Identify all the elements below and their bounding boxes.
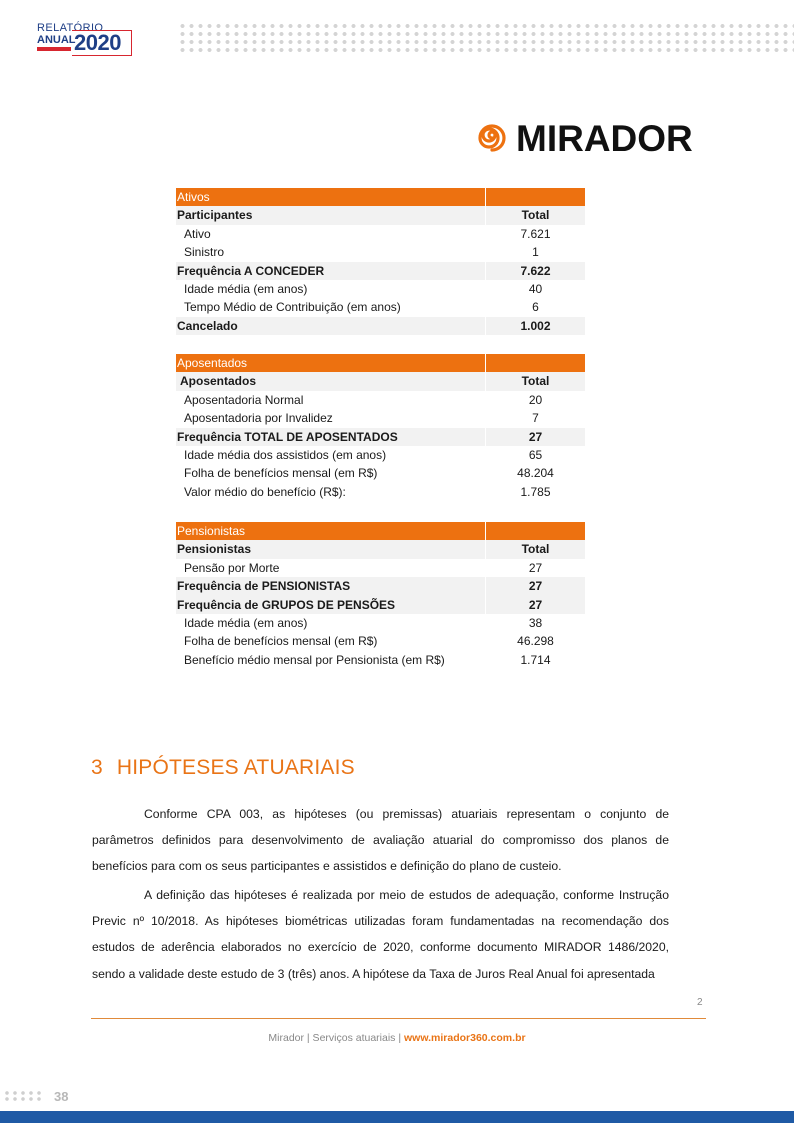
page-number: 38 [54, 1089, 69, 1104]
row-value: 27 [528, 597, 543, 612]
table-row [176, 262, 585, 280]
row-value: 27 [528, 560, 543, 575]
row-value: 1.785 [520, 484, 551, 499]
row-value: 7 [532, 411, 539, 426]
row-value: Total [521, 542, 550, 557]
table-row [176, 632, 585, 650]
row-value: 27 [528, 429, 543, 444]
section-title: HIPÓTESES ATUARIAIS [116, 756, 355, 779]
spiral-icon [474, 120, 510, 156]
paragraph [92, 882, 669, 987]
table-title: Aposentados [177, 356, 248, 370]
table-row [176, 651, 585, 669]
table-header [176, 188, 585, 206]
row-value: 1 [532, 245, 539, 260]
paragraph-text: Conforme CPA 003, as hipóteses (ou premissas) atuariais representam o conjunto de parâmetros definidos para desenvolvimento de avaliação atuarial do compromisso dos planos de benefícios para com os seus participantes e assistidos e definição do plano de custeio. [92, 807, 669, 874]
row-label: Folha de benefícios mensal (em R$) [184, 634, 378, 649]
table-header [176, 354, 585, 372]
table-row [176, 298, 585, 316]
row-label: Aposentadoria por Invalidez [184, 411, 333, 426]
table-row [176, 391, 585, 409]
table-row [176, 280, 585, 298]
row-label: Idade média (em anos) [184, 281, 308, 296]
row-value: 40 [528, 281, 543, 296]
bottom-bar [0, 1111, 794, 1123]
row-value: 20 [528, 392, 543, 407]
badge-red-bar [37, 47, 71, 51]
row-label: Benefício médio mensal por Pensionista (em R$) [184, 652, 445, 667]
row-label: Valor médio do benefício (R$): [184, 484, 346, 499]
badge-year: 2020 [74, 30, 121, 55]
table-row [176, 559, 585, 577]
row-label: Frequência A CONCEDER [177, 263, 325, 278]
row-label: Aposentadoria Normal [184, 392, 304, 407]
row-value: 7.621 [520, 226, 551, 241]
row-value: 46.298 [517, 634, 554, 649]
footer-text: Mirador | Serviços atuariais | [268, 1032, 404, 1044]
inner-page-number: 2 [697, 997, 703, 1008]
section-number: 3 [91, 756, 103, 779]
table-row [176, 372, 585, 390]
row-label: Idade média dos assistidos (em anos) [184, 447, 387, 462]
row-label: Frequência de GRUPOS DE PENSÕES [177, 597, 396, 612]
table-row [176, 614, 585, 632]
table-row [176, 243, 585, 261]
row-value: 48.204 [517, 466, 554, 481]
row-label: Cancelado [177, 318, 238, 333]
table-header [176, 522, 585, 540]
row-label: Folha de benefícios mensal (em R$) [184, 466, 378, 481]
badge-line2: ANUAL [37, 34, 76, 46]
table-row [176, 409, 585, 427]
report-badge [37, 22, 133, 56]
row-label: Pensão por Morte [184, 560, 280, 575]
table-row [176, 483, 585, 501]
row-value: 27 [528, 579, 543, 594]
row-value: 6 [532, 300, 539, 315]
row-label: Sinistro [184, 245, 225, 260]
table-row [176, 540, 585, 558]
row-value: 38 [528, 615, 543, 630]
badge-line1: RELATÓRIO [37, 22, 104, 34]
table-pensionistas [176, 522, 585, 669]
paragraph [92, 801, 669, 880]
row-label: Pensionistas [177, 542, 252, 557]
row-label: Frequência TOTAL DE APOSENTADOS [177, 429, 398, 444]
footer [0, 1032, 794, 1044]
table-title: Ativos [177, 190, 210, 204]
row-label: Participantes [177, 208, 253, 223]
table-title: Pensionistas [177, 524, 246, 538]
row-value: 1.714 [520, 652, 551, 667]
table-row [176, 428, 585, 446]
table-row [176, 446, 585, 464]
table-aposentados [176, 354, 585, 501]
table-row [176, 225, 585, 243]
row-value: Total [521, 374, 550, 389]
row-label: Ativo [184, 226, 211, 241]
row-value: 7.622 [520, 263, 551, 278]
row-label: Tempo Médio de Contribuição (em anos) [184, 300, 401, 315]
table-row [176, 596, 585, 614]
paragraph-text: A definição das hipóteses é realizada por meio de estudos de adequação, conforme Instrução Previc nº 10/2018. As hipóteses biométricas utilizadas foram fundamentadas na recomendação dos estudos de aderência elaborados no exercício de 2020, conforme documento MIRADOR 1486/2020, sendo a validade deste estudo de 3 (três) anos. A hipótese da Taxa de Juros Real Anual foi apresentada [92, 888, 669, 981]
footer-link[interactable]: www.mirador360.com.br [404, 1032, 526, 1044]
table-row [176, 464, 585, 482]
section-heading [91, 756, 355, 780]
row-value: Total [521, 208, 550, 223]
mirador-logo [474, 118, 694, 160]
table-row [176, 206, 585, 224]
footer-divider [91, 1018, 706, 1019]
row-label: Frequência de PENSIONISTAS [177, 579, 351, 594]
row-value: 1.002 [520, 318, 551, 333]
row-value: 65 [528, 447, 543, 462]
row-label: Aposentados [180, 374, 257, 389]
table-row [176, 317, 585, 335]
logo-wordmark: MIRADOR [516, 118, 693, 159]
row-label: Idade média (em anos) [184, 615, 308, 630]
footer-dot-pattern [3, 1090, 43, 1102]
header-dot-pattern [178, 22, 794, 52]
table-row [176, 577, 585, 595]
table-ativos [176, 188, 585, 335]
